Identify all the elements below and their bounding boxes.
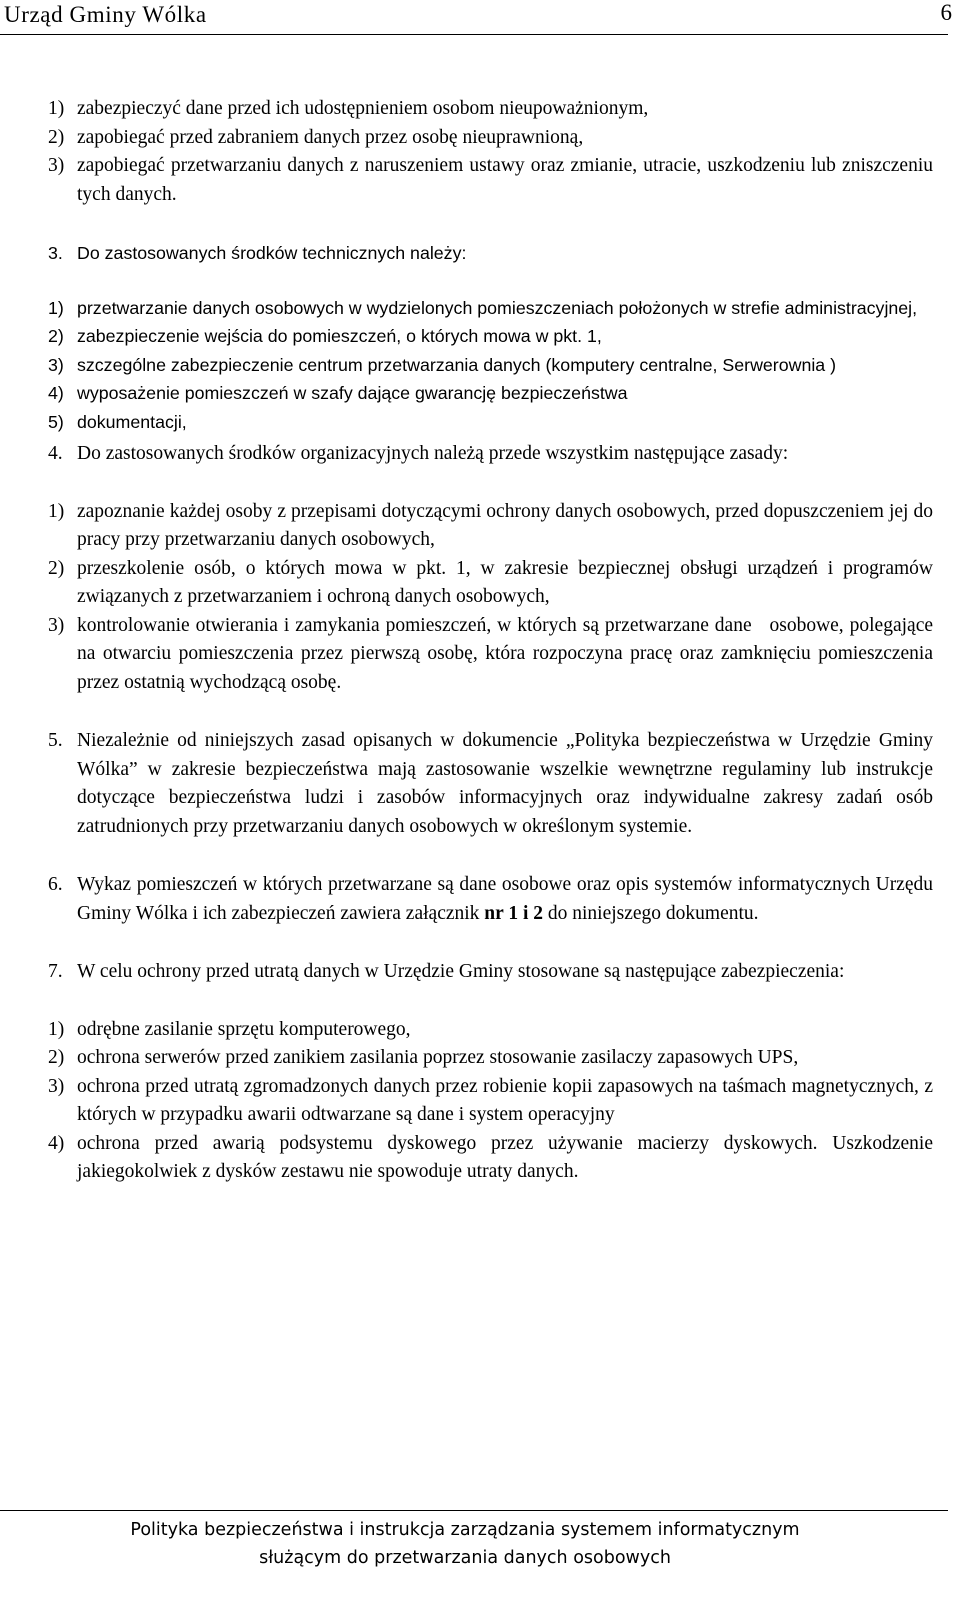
list-item-number: 2)	[48, 557, 65, 579]
list-item-number: 3)	[48, 354, 64, 375]
header-title: Urząd Gminy Wólka	[4, 2, 207, 27]
list-item	[48, 351, 933, 380]
list-item-text: przetwarzanie danych osobowych w wydzielonych pomieszczeniach położonych w strefie administracyjnej,	[77, 297, 918, 318]
section-number: 6.	[48, 874, 63, 895]
list-item-number: 3)	[48, 614, 65, 636]
list-item-text: szczególne zabezpieczenie centrum przetwarzania danych (komputery centralne, Serwerownia )	[77, 354, 837, 375]
section-text: W celu ochrony przed utratą danych w Urzędzie Gminy stosowane są następujące zabezpieczenia:	[77, 961, 845, 982]
list-item-number: 2)	[48, 1047, 65, 1068]
header-divider	[0, 34, 948, 35]
attachment-reference: nr 1 i 2	[484, 902, 543, 924]
list-item	[48, 294, 933, 323]
section-number: 4.	[48, 443, 63, 464]
list-item	[48, 322, 933, 351]
section-4-heading	[48, 440, 933, 469]
list-item-number: 3)	[48, 1075, 65, 1097]
footer-line: Polityka bezpieczeństwa i instrukcja zarządzania systemem informatycznym	[130, 1520, 800, 1540]
footer-line: służącym do przetwarzania danych osobowych	[259, 1548, 671, 1568]
list-item-number: 4)	[48, 383, 64, 403]
section-number: 5.	[48, 730, 63, 751]
list-item-text: wyposażenie pomieszczeń w szafy dające gwarancję bezpieczeństwa	[77, 383, 628, 403]
list-item	[48, 1130, 933, 1187]
list-item-text: ochrona serwerów przed zanikiem zasilania poprzez stosowanie zasilaczy zapasowych UPS,	[77, 1047, 799, 1068]
list-item-text: zabezpieczenie wejścia do pomieszczeń, o których mowa w pkt. 1,	[77, 326, 602, 346]
list-item-number: 1)	[48, 297, 64, 318]
section-6-paragraph	[48, 871, 933, 928]
list-item-number: 3)	[48, 155, 65, 176]
section-text: Do zastosowanych środków technicznych należy:	[77, 243, 467, 263]
list-item-number: 1)	[48, 500, 65, 522]
list-item-text: zapobiegać przed zabraniem danych przez osobę nieuprawnioną,	[77, 126, 584, 148]
list-item-number: 4)	[48, 1132, 65, 1154]
list-item	[48, 124, 933, 153]
data-loss-protection-list	[48, 1016, 933, 1187]
list-item	[48, 1016, 933, 1045]
section-7-heading	[48, 958, 933, 987]
section-5-paragraph	[48, 727, 933, 841]
list-item-number: 1)	[48, 1018, 65, 1040]
list-item-number: 2)	[48, 326, 64, 346]
list-item-text: zapoznanie każdej osoby z przepisami dotyczącymi ochrony danych osobowych, przed dopuszczeniem jej do pracy przy przetwarzaniu danych osobowych,	[77, 500, 933, 550]
list-item-text: zabezpieczyć dane przed ich udostępnieniem osobom nieupoważnionym,	[77, 98, 649, 119]
list-item-number: 5)	[48, 411, 64, 432]
protection-list	[48, 95, 933, 209]
list-item-text: dokumentacji,	[77, 411, 187, 432]
list-item-text: zapobiegać przetwarzaniu danych z naruszeniem ustawy oraz zmianie, utracie, uszkodzeniu lub zniszczeniu tych danych.	[77, 155, 933, 205]
list-item	[48, 498, 933, 555]
list-item	[48, 95, 933, 124]
organizational-measures-list	[48, 498, 938, 698]
section-text-part: Wykaz pomieszczeń w których przetwarzane są dane osobowe oraz opis systemów informatycznych Urzędu Gminy Wólka i ich zabezpieczeń zawiera załącznik	[77, 874, 933, 924]
section-3-heading	[48, 239, 933, 268]
list-item	[48, 555, 933, 612]
page-number: 6	[940, 0, 952, 25]
list-item	[48, 612, 938, 698]
section-text: Do zastosowanych środków organizacyjnych należą przede wszystkim następujące zasady:	[77, 443, 789, 464]
list-item-number: 1)	[48, 98, 65, 119]
page-footer	[0, 1516, 930, 1572]
section-number: 7.	[48, 961, 63, 982]
list-item-number: 2)	[48, 126, 65, 148]
section-text	[77, 871, 933, 928]
list-item-text: ochrona przed awarią podsystemu dyskowego przez używanie macierzy dyskowych. Uszkodzenie jakiegokolwiek z dysków zestawu nie spowoduje utraty danych.	[77, 1132, 933, 1182]
list-item-text: kontrolowanie otwierania i zamykania pomieszczeń, w których są przetwarzane dane osobowe, polegające na otwarciu pomieszczenia przez pierwszą osobę, która rozpoczyna pracę oraz zamknięciu pomieszczenia przez ostatnią wychodzącą osobę.	[77, 614, 938, 693]
document-body	[48, 95, 938, 1187]
list-item	[48, 379, 933, 408]
list-item	[48, 408, 933, 437]
list-item	[48, 1044, 933, 1073]
list-item-text: przeszkolenie osób, o których mowa w pkt. 1, w zakresie bezpiecznej obsługi urządzeń i programów związanych z przetwarzaniem i ochroną danych osobowych,	[77, 557, 933, 607]
list-item-text: odrębne zasilanie sprzętu komputerowego,	[77, 1018, 411, 1040]
list-item	[48, 1073, 933, 1130]
list-item	[48, 152, 933, 209]
page-header	[0, 0, 960, 40]
footer-divider	[0, 1510, 948, 1511]
list-item-text: ochrona przed utratą zgromadzonych danych przez robienie kopii zapasowych na taśmach magnetycznych, z których w przypadku awarii odtwarzane są dane i system operacyjny	[77, 1075, 933, 1125]
technical-measures-list	[48, 294, 933, 437]
section-text: Niezależnie od niniejszych zasad opisanych w dokumencie „Polityka bezpieczeństwa w Urzędzie Gminy Wólka” w zakresie bezpieczeństwa mają zastosowanie wszelkie wewnętrzne regulaminy lub instrukcje dotyczące bezpieczeństwa ludzi i zasobów informacyjnych oraz indywidualne zakresy zadań osób zatrudnionych przy przetwarzaniu danych osobowych w określonym systemie.	[77, 730, 933, 837]
section-number: 3.	[48, 243, 63, 263]
section-text-part: do niniejszego dokumentu.	[543, 902, 759, 924]
